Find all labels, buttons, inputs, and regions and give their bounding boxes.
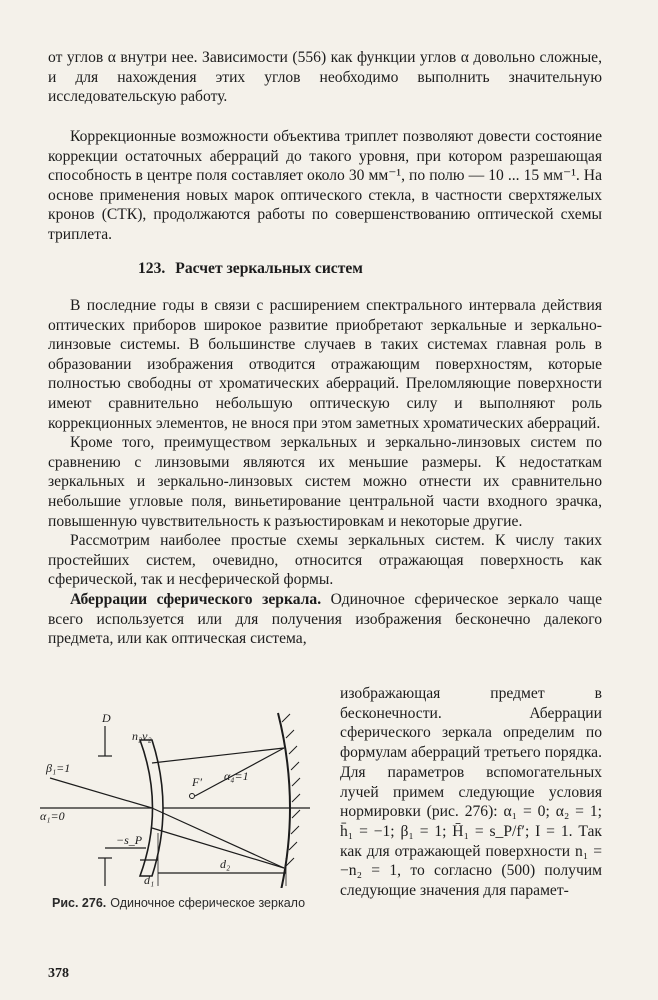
caption-text: Одиночное сферическое зеркало — [110, 896, 306, 910]
reflected-ray — [152, 828, 284, 868]
figure-276-diagram — [40, 708, 330, 888]
focal-point-marker — [190, 794, 195, 799]
paragraph-4 — [48, 590, 602, 649]
label-n2v2: n₂v₂ — [132, 729, 152, 743]
paragraph-triplet — [48, 127, 602, 245]
label-d1: d₁ — [144, 873, 155, 887]
chief-ray — [50, 778, 152, 808]
caption-label: Рис. 276. — [52, 896, 107, 910]
page-number: 378 — [48, 966, 69, 981]
figure-caption — [52, 895, 322, 911]
paragraph-2: Кроме того, преимуществом зеркальных и зеркально-линзовых систем по сравнению с линзовыми являются их меньшие размеры. К недостаткам зеркальных и зеркально-линзовых систем можно отнести их сравнительно небольшие угловые поля, виньетирование центральной части входного зрачка, повышенную чувствительность к разъюстировкам и некоторые другие. — [48, 434, 602, 530]
paragraph-4-text: Одиночное сферическое зеркало чаще всего используется или для получения изображения бесконечно далекого предмета, или как оптическая система, — [48, 590, 602, 648]
body-text — [48, 296, 602, 649]
label-alpha4: α₄=1 — [224, 769, 249, 783]
label-D: D — [102, 711, 111, 725]
paragraph-intro — [48, 48, 602, 107]
paragraph-1: В последние годы в связи с расширением спектрального интервала действия оптических приборов широкое развитие приобретают зеркальные и зеркально-линзовые системы. В большинстве случаев в таких системах главная роль в образовании изображения отводится отражающим поверхностям, которые полностью свободны от хроматических аберраций. Преломляющие поверхности имеют сравнительно небольшую оптическую силу и выполняют роль коррекционных элементов, не внося при этом заметных хроматических аберраций. — [48, 297, 602, 432]
label-F-prime: F′ — [192, 775, 202, 789]
right-column-text — [340, 684, 602, 901]
section-title: Расчет зеркальных систем — [175, 260, 363, 277]
upper-ray — [152, 748, 284, 763]
paragraph-4-run-in-heading: Аберрации сферического зеркала. — [70, 590, 322, 608]
label-sp: −s_P — [116, 833, 143, 847]
paragraph-triplet-text: Коррекционные возможности объектива триплет позволяют довести состояние коррекции остаточных аберраций до такого уровня, при котором разрешающая способность в центре поля составляет около 30 мм⁻¹, по полю — 10 ... 15 мм⁻¹. На основе применения новых марок оптического стекла, в частности сверхтяжелых кронов (СТК), продолжаются работы по совершенствованию оптической схемы триплета. — [48, 128, 602, 243]
label-d2: d₂ — [220, 857, 231, 871]
paragraph-4-continuation: изображающая предмет в бесконечности. Аберрации сферического зеркала определим по формулам аберраций третьего порядка. Для параметров вспомогательных лучей примем следующие условия нормировки (рис. 276): α₁ = 0; α₂ = 1; h̄₁ = −1; β₁ = 1; H̄₁ = s_P/f′; I = 1. Так как для отражающей поверхности n₁ = −n₂ = 1, то согласно (500) получим следующие значения для парамет- — [340, 685, 602, 900]
section-number: 123. — [138, 260, 166, 277]
paragraph-intro-text: от углов α внутри нее. Зависимости (556) как функции углов α довольно сложные, и для нахождения этих углов необходимо выполнить значительную исследовательскую работу. — [48, 49, 602, 106]
spherical-mirror — [278, 713, 290, 888]
section-heading — [138, 260, 373, 278]
paragraph-3: Рассмотрим наиболее простые схемы зеркальных систем. К числу таких простейших систем, очевидно, относится отражающая поверхность как сферической, так и несферической формы. — [48, 532, 602, 589]
label-beta1: β₁=1 — [46, 761, 71, 775]
mirror-hatching — [282, 714, 300, 866]
label-alpha1: α₁=0 — [40, 809, 65, 823]
